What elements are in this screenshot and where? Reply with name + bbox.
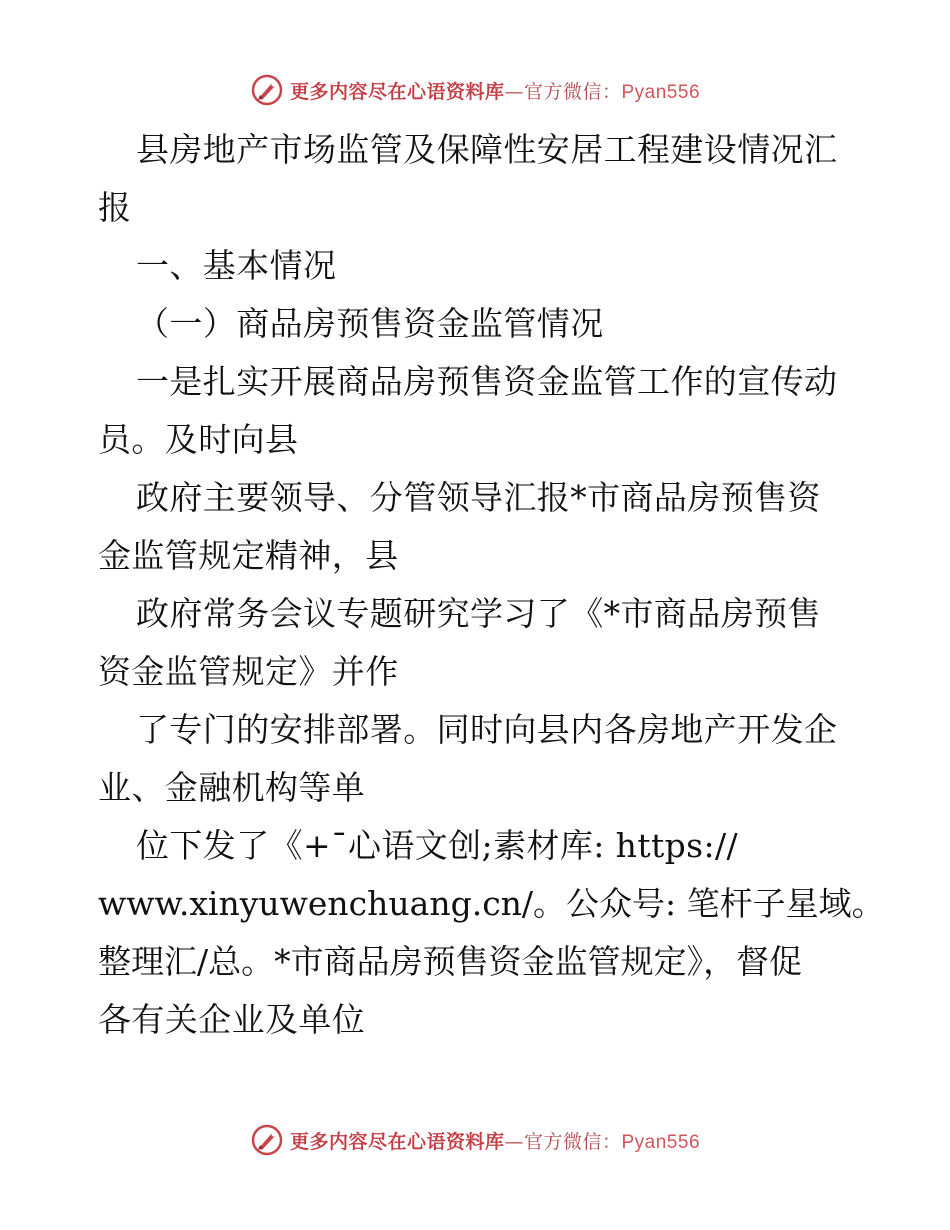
watermark-separator: — (504, 80, 524, 103)
paragraph-line: www.xinyuwenchuang.cn/。公众号: 笔杆子星域。 (98, 884, 885, 923)
watermark-wechat-label: 官方微信： (523, 80, 622, 103)
paragraph-line: 一是扎实开展商品房预售资金监管工作的宣传动 (136, 362, 838, 401)
pen-nib-circle-logo-icon (250, 73, 284, 107)
subsection-heading: （一）商品房预售资金监管情况 (136, 304, 604, 343)
watermark-text (290, 1127, 700, 1154)
doc-title-line-2: 报 (98, 188, 132, 227)
watermark-brand: 更多内容尽在心语资料库 (289, 1130, 505, 1153)
doc-title-line-1: 县房地产市场监管及保障性安居工程建设情况汇 (136, 130, 838, 169)
paragraph-line: 业、金融机构等单 (98, 768, 366, 807)
paragraph-line: 金监管规定精神，县 (98, 536, 399, 575)
watermark-separator: — (504, 1130, 524, 1153)
paragraph-line: 位下发了《+¯心语文创;素材库: https:// (136, 826, 739, 865)
watermark-wechat-account: Pyan556 (621, 1131, 701, 1153)
pen-nib-circle-logo-icon (250, 1123, 284, 1157)
paragraph-line: 政府常务会议专题研究学习了《*市商品房预售 (136, 594, 821, 633)
paragraph-line: 整理汇/总。*市商品房预售资金监管规定》，督促 (98, 942, 803, 981)
paragraph-line: 政府主要领导、分管领导汇报*市商品房预售资 (136, 478, 821, 517)
watermark-banner-top (0, 70, 950, 110)
watermark-wechat-label: 官方微信： (523, 1130, 622, 1153)
document-body (98, 121, 885, 1049)
paragraph-line: 各有关企业及单位 (98, 1000, 366, 1039)
section-heading: 一、基本情况 (136, 246, 337, 285)
watermark-banner-bottom (0, 1120, 950, 1160)
watermark-wechat-account: Pyan556 (621, 81, 701, 103)
watermark-text (290, 77, 700, 104)
watermark-brand: 更多内容尽在心语资料库 (289, 80, 505, 103)
paragraph-line: 了专门的安排部署。同时向县内各房地产开发企 (136, 710, 838, 749)
paragraph-line: 资金监管规定》并作 (98, 652, 399, 691)
paragraph-line: 员。及时向县 (98, 420, 299, 459)
